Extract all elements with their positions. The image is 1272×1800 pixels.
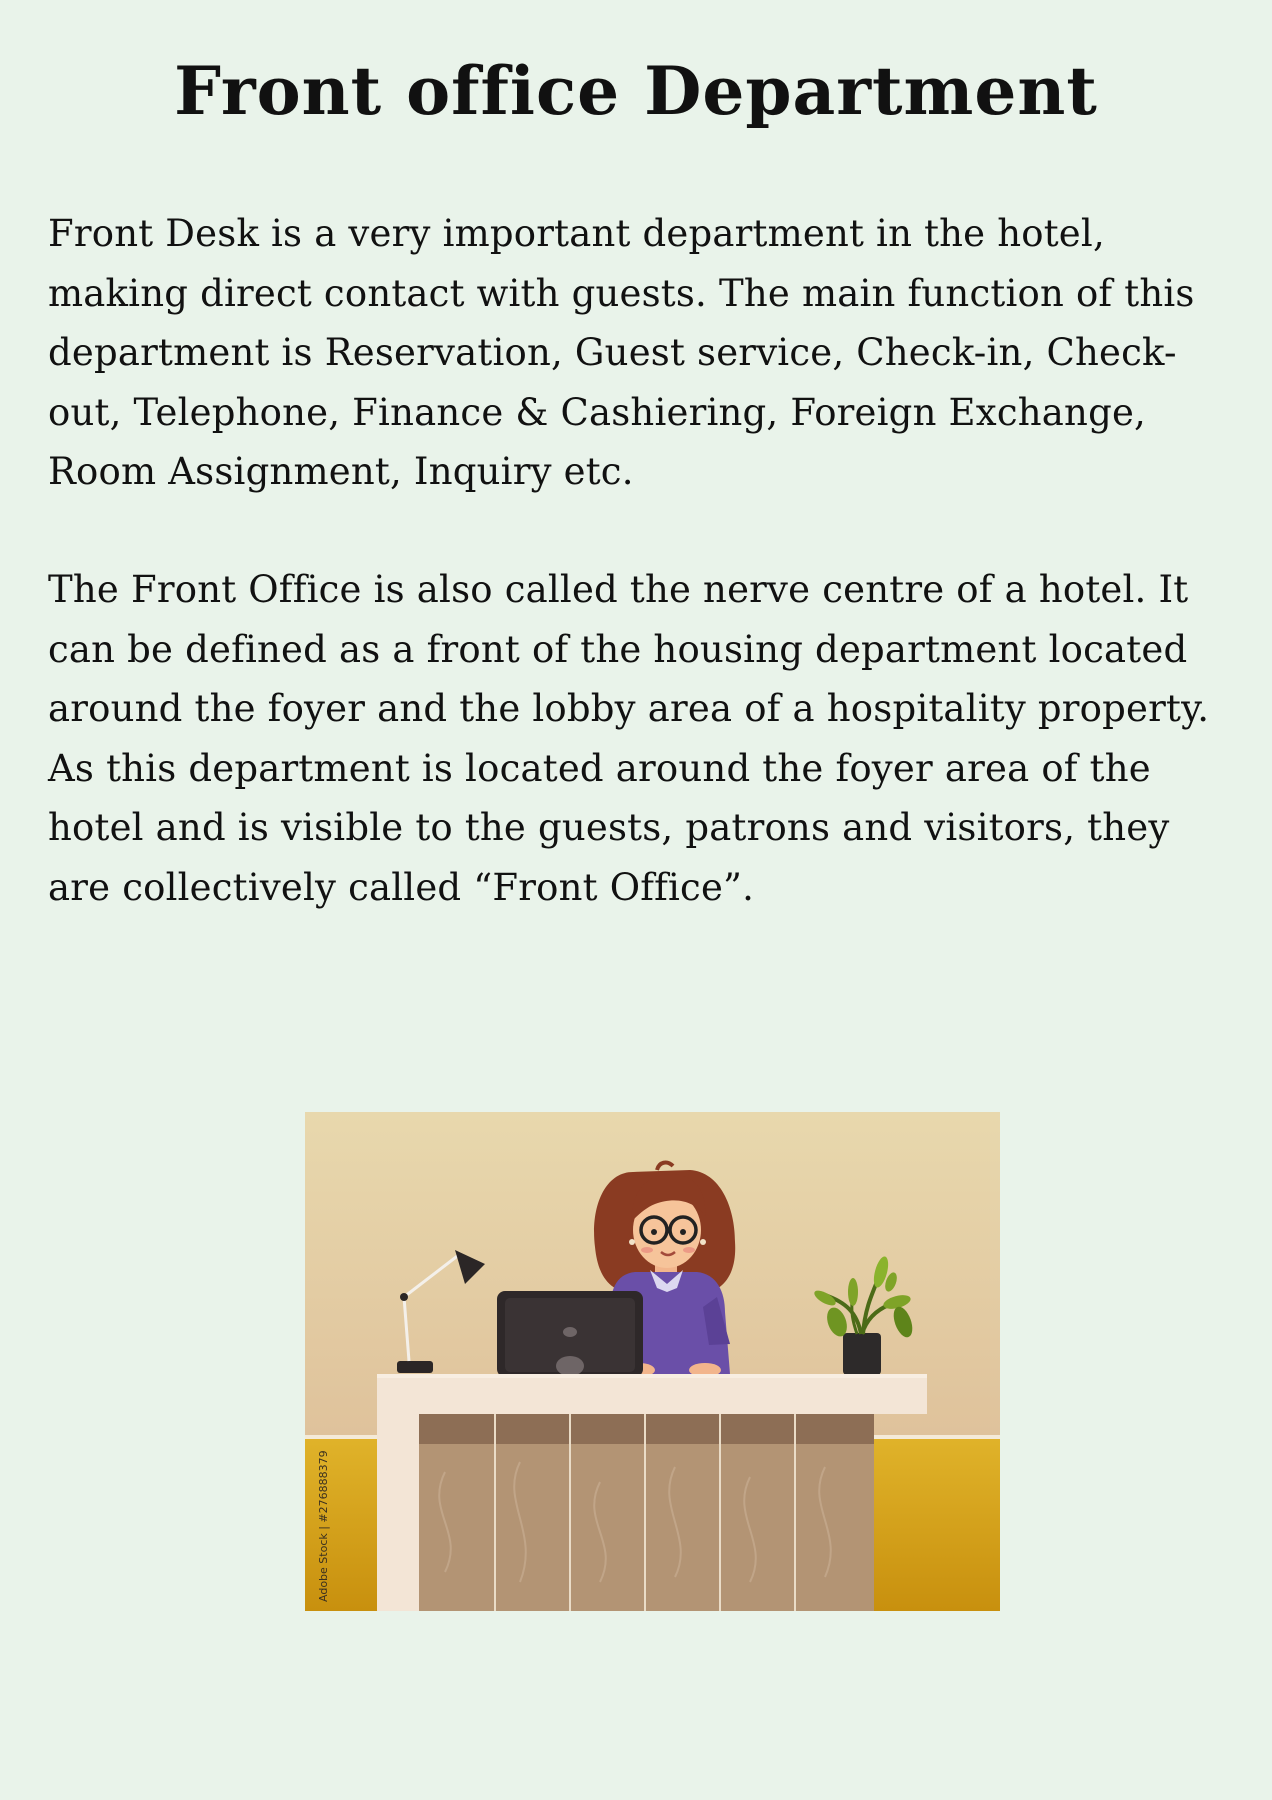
nerve-centre-paragraph: The Front Office is also called the nerve centre of a hotel. It can be defined as a front of the housing department located around the foyer and the lobby area of a hospitality property. As this department is located around the foyer area of the hotel and is visible to the guests, patrons and visitors, they are collectively called “Front Office”. xyxy=(48,568,1210,909)
stock-watermark-label: Adobe Stock | #276888379 xyxy=(317,1450,330,1602)
laptop-icon xyxy=(497,1291,643,1377)
page-title: Front office Department xyxy=(174,52,1098,130)
receptionist-illustration xyxy=(305,1112,1000,1611)
reception-desk xyxy=(377,1374,927,1611)
intro-paragraph: Front Desk is a very important department in the hotel, making direct contact with guests. The main function of this department is Reservation, Guest service, Check-in, Check-out, Telephone, Finance & Cashiering, Foreign Exchange, Room Assignment, Inquiry etc. xyxy=(48,212,1195,493)
